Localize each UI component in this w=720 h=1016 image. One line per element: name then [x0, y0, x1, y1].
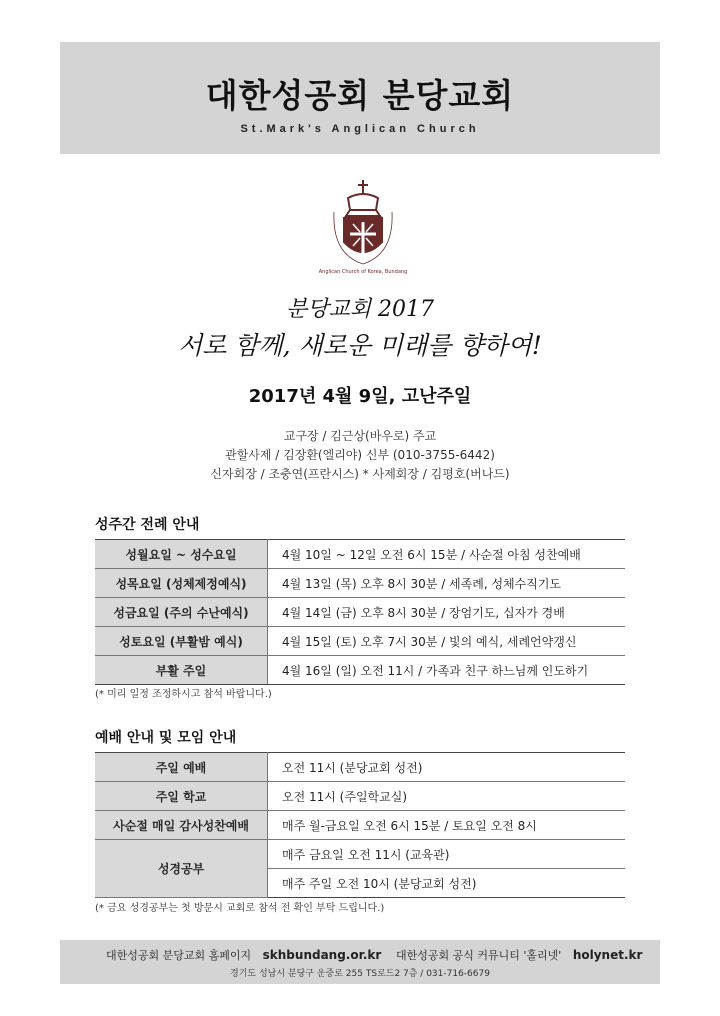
row-value: 4월 15일 (토) 오후 7시 30분 / 빛의 예식, 세례언약갱신 — [268, 627, 626, 656]
row-value: 매주 금요일 오전 11시 (교육관) — [268, 840, 626, 869]
logo-ring-text: Anglican Church of Korea, Bundang — [318, 269, 408, 275]
church-subtitle: St.Mark's Anglican Church — [240, 123, 480, 135]
row-value: 4월 14일 (금) 오후 8시 30분 / 장엄기도, 십자가 경배 — [268, 598, 626, 627]
community-label: 대한성공회 공식 커뮤니티 '홀리넷' — [396, 949, 562, 962]
services-note: (* 금요 성경공부는 첫 방문시 교회로 참석 전 확인 부탁 드립니다.) — [95, 903, 385, 914]
row-label: 주일 예배 — [95, 753, 268, 782]
table-row — [95, 598, 625, 627]
table-row — [95, 656, 625, 685]
church-title: 대한성공회 분당교회 — [205, 76, 515, 115]
footer — [60, 940, 660, 984]
clergy-info — [0, 427, 720, 484]
row-value: 4월 13일 (목) 오후 8시 30분 / 세족례, 성체수직기도 — [268, 569, 626, 598]
holy-week-note: (* 미리 일정 조정하시고 참석 바랍니다.) — [95, 689, 272, 700]
table-row — [95, 753, 625, 782]
church-address: 경기도 성남시 분당구 운중로 255 TS로드2 7층 / 031-716-6679 — [230, 969, 490, 979]
row-label: 부활 주일 — [95, 656, 268, 685]
table-row — [95, 811, 625, 840]
row-label: 성금요일 (주의 수난예식) — [95, 598, 268, 627]
bishop-line: 교구장 / 김근상(바우로) 주교 — [283, 429, 437, 443]
row-label: 성경공부 — [95, 840, 268, 898]
service-date: 2017년 4월 9일, 고난주일 — [248, 386, 472, 407]
row-label: 성목요일 (성체제정예식) — [95, 569, 268, 598]
table-row — [95, 569, 625, 598]
priest-line: 관할사제 / 김장환(엘리야) 신부 (010-3755-6442) — [225, 448, 495, 462]
table-row — [95, 782, 625, 811]
table-row — [95, 627, 625, 656]
services-title: 예배 안내 및 모임 안내 — [95, 730, 237, 746]
header-banner — [60, 42, 660, 154]
homepage-link[interactable]: skhbundang.or.kr — [262, 948, 382, 962]
slogan-main: 서로 함께, 새로운 미래를 향하여! — [178, 331, 542, 360]
row-value: 오전 11시 (주일학교실) — [268, 782, 626, 811]
row-label: 주일 학교 — [95, 782, 268, 811]
row-label: 성월요일 ~ 성수요일 — [95, 540, 268, 569]
slogan-year: 분당교회 2017 — [286, 297, 434, 322]
row-value: 4월 16일 (일) 오전 11시 / 가족과 친구 하느님께 인도하기 — [268, 656, 626, 685]
table-row — [95, 540, 625, 569]
homepage-label: 대한성공회 분당교회 홈페이지 — [106, 949, 252, 962]
holy-week-table — [95, 539, 625, 685]
row-label: 사순절 매일 감사성찬예배 — [95, 811, 268, 840]
row-label: 성토요일 (부활밤 예식) — [95, 627, 268, 656]
church-logo-icon — [318, 176, 408, 276]
holy-week-title: 성주간 전례 안내 — [95, 517, 200, 533]
row-value: 매주 주일 오전 10시 (분당교회 성전) — [268, 869, 626, 898]
row-value: 오전 11시 (분당교회 성전) — [268, 753, 626, 782]
table-row — [95, 840, 625, 869]
services-table — [95, 752, 625, 898]
community-link[interactable]: holynet.kr — [572, 948, 643, 962]
row-value: 4월 10일 ~ 12일 오전 6시 15분 / 사순절 아침 성찬예배 — [268, 540, 626, 569]
lay-leader-line: 신자회장 / 조충연(프란시스) * 사제회장 / 김평호(버나드) — [210, 467, 510, 481]
row-value: 매주 월-금요일 오전 6시 15분 / 토요일 오전 8시 — [268, 811, 626, 840]
